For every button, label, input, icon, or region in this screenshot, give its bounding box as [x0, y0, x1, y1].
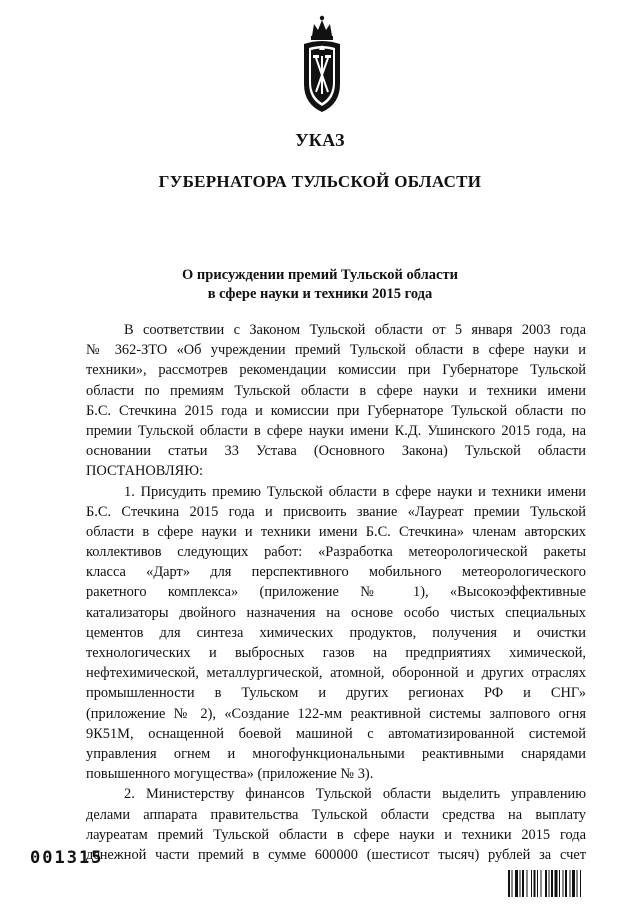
body-line: техники», рассмотрев рекомендации комиссии при Губернаторе Тульской: [86, 362, 586, 379]
body-line: 2. Министерству финансов Тульской области выделить управлению: [124, 786, 586, 803]
body-line: повышенного могущества» (приложение № 3).: [86, 766, 374, 783]
body-line: класса «Дарт» для перспективного мобильного метеорологического: [86, 564, 586, 581]
body-line: управления огнем и многофункциональными реактивными снарядами: [86, 745, 586, 762]
body-line: Б.С. Стечкина 2015 года и комиссии при Губернаторе Тульской области по: [86, 402, 586, 419]
body-line: денежной части премий в сумме 600000 (шестисот тысяч) рублей за счет: [86, 846, 586, 863]
barcode-icon: [508, 870, 624, 897]
body-line: В соответствии с Законом Тульской области от 5 января 2003 года: [124, 322, 586, 338]
body-line: области в сфере науки и техники имени Б.С. Стечкина» членам авторских: [86, 523, 586, 540]
subject-line: в сфере науки и техники 2015 года: [207, 286, 433, 302]
body-line: цементов для синтеза химических продуктов, получения и очистки: [86, 624, 586, 641]
body-line: 1. Присудить премию Тульской области в сфере науки и техники имени: [124, 483, 586, 500]
body-line: № 362-ЗТО «Об учреждении премий Тульской области в сфере науки и: [86, 342, 586, 359]
body-line: нефтехимической, металлургической, атомной, оборонной и других отраслях: [86, 665, 586, 682]
body-line: делами аппарата правительства Тульской области средства на выплату: [86, 806, 586, 823]
body-line: ракетного комплекса» (приложение № 1), «Высокоэффективные: [86, 584, 586, 601]
document-serial-number: 001315: [30, 848, 104, 868]
body-line: коллективов следующих работ: «Разработка метеорологической ракеты: [86, 544, 586, 561]
issuer-heading: ГУБЕРНАТОРА ТУЛЬСКОЙ ОБЛАСТИ: [158, 172, 482, 191]
body-line: промышленности в Тульском и других регионах РФ и СНГ»: [86, 685, 586, 702]
body-line: премии Тульской области в сфере науки имени К.Д. Ушинского 2015 года, на: [86, 422, 586, 439]
document-subject: [150, 266, 490, 304]
coat-of-arms-icon: [300, 14, 344, 118]
body-line: области по премиям Тульской области в сфере науки и техники имени: [86, 382, 586, 399]
body-line: ПОСТАНОВЛЯЮ:: [86, 463, 204, 480]
body-line: Б.С. Стечкина 2015 года и присвоить звание «Лауреат премии Тульской: [86, 503, 586, 520]
body-line: катализаторы двойного назначения на основе особо чистых специальных: [86, 604, 586, 621]
subject-line: О присуждении премий Тульской области: [182, 267, 458, 283]
document-type-heading: УКАЗ: [295, 130, 345, 150]
body-line: технологических и выбросных газов на предприятиях химической,: [86, 645, 586, 661]
document-body: [86, 320, 586, 865]
body-line: (приложение № 2), «Создание 122-мм реактивной системы залпового огня: [86, 705, 586, 722]
body-line: основании статьи 33 Устава (Основного Закона) Тульской области: [86, 443, 586, 460]
body-line: 9К51М, оснащенной боевой машиной с автоматизированной системой: [86, 725, 586, 742]
body-line: лауреатам премий Тульской области в сфере науки и техники 2015 года: [86, 826, 586, 843]
